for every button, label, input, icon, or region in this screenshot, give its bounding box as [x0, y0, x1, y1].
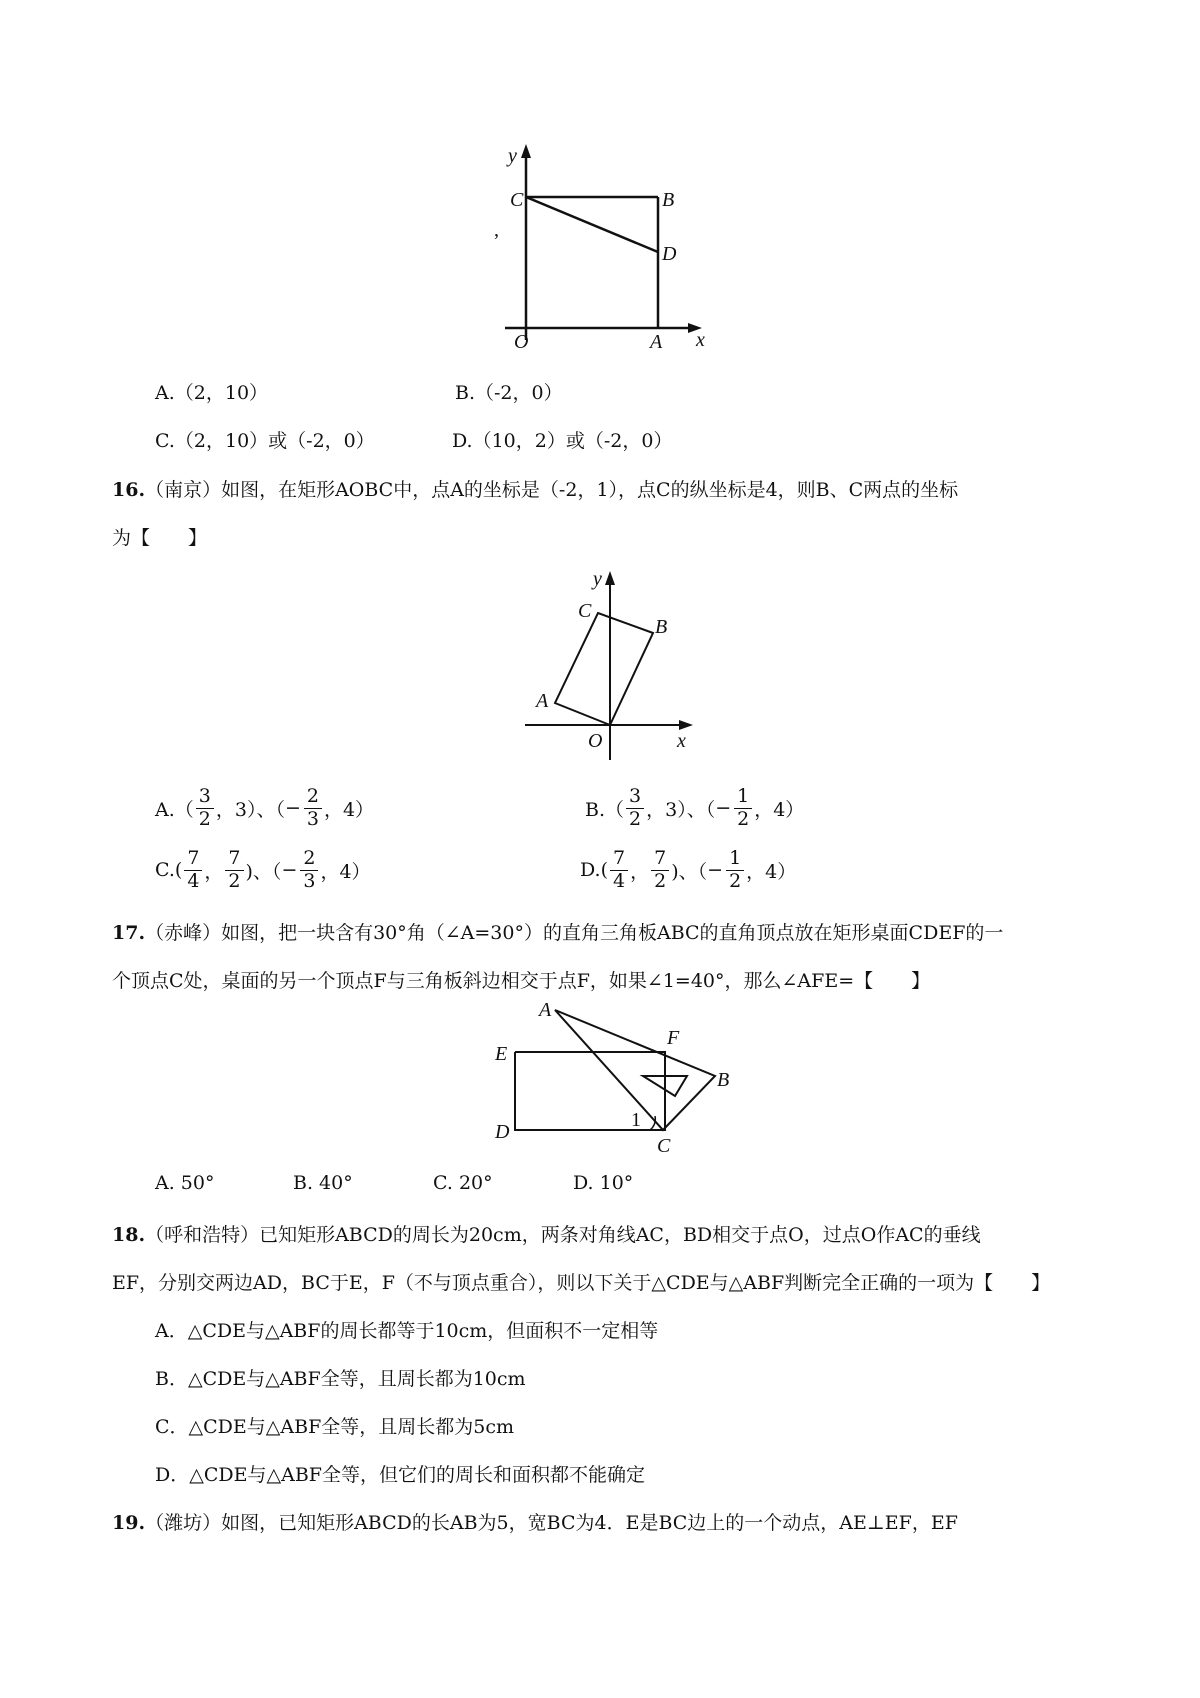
q15-option-a: A.（2，10）: [155, 382, 269, 404]
q16-c-sep: ，: [204, 860, 224, 883]
q17-label-E: E: [495, 1043, 508, 1065]
q18-option-d: D．△CDE与△ABF全等，但它们的周长和面积都不能确定: [155, 1464, 645, 1486]
q16-a-f2n: 2: [304, 786, 322, 809]
q15-option-d: D.（10，2）或（-2，0）: [452, 430, 673, 452]
q16-label-A: A: [536, 690, 549, 712]
q17-figure: [485, 1000, 735, 1155]
q16-a-f2d: 3: [306, 807, 319, 830]
q17-stem-1: （赤峰）如图，把一块含有30°角（∠A=30°）的直角三角板ABC的直角顶点放在矩形桌面CDEF的一: [145, 922, 1004, 944]
q16-d-f3n: 1: [726, 848, 744, 871]
q16-b-f2d: 2: [737, 807, 750, 830]
q16-b-f2n: 1: [734, 786, 752, 809]
q16-d-neg: −: [707, 859, 724, 881]
q18-option-c: C．△CDE与△ABF全等，且周长都为5cm: [155, 1416, 515, 1438]
q16-a-mid: ，3）、（: [215, 798, 285, 821]
q16-b-f1n: 3: [626, 786, 644, 809]
q18-text-line1: [112, 1220, 981, 1247]
q17-option-c: C. 20°: [433, 1172, 493, 1194]
q16-b-prefix: B.（: [585, 798, 625, 821]
q17-option-d: D. 10°: [573, 1172, 634, 1194]
q16-figure: [515, 565, 715, 770]
q15-label-A: A: [650, 331, 663, 353]
q16-b-mid: ，3）、（: [646, 798, 716, 821]
q16-c-frac2: [225, 848, 243, 893]
q15-option-c: C.（2，10）或（-2，0）: [155, 430, 375, 452]
q16-number: 16.: [112, 479, 146, 501]
q16-c-f3d: 3: [303, 869, 316, 892]
q16-a-neg: −: [284, 797, 301, 819]
q16-a-f1n: 3: [196, 786, 214, 809]
q18-option-b: B．△CDE与△ABF全等，且周长都为10cm: [155, 1368, 526, 1390]
q16-d-prefix: D.(: [580, 859, 609, 881]
q16-b-suffix: ，4）: [754, 798, 805, 821]
q16-d-f2n: 7: [651, 848, 669, 871]
q15-label-mark: ,: [494, 219, 499, 241]
q16-label-C: C: [578, 600, 592, 622]
q16-a-frac1: [196, 786, 214, 831]
q16-text-line1: [112, 475, 958, 502]
q16-option-a: [155, 780, 374, 836]
q15-label-C: C: [510, 189, 524, 211]
q16-option-d: [580, 842, 796, 898]
q16-c-suffix: ，4）: [320, 860, 371, 883]
q16-stem-1: （南京）如图，在矩形AOBC中，点A的坐标是（-2，1），点C的纵坐标是4，则B、C两点的坐标: [145, 479, 959, 501]
q17-text-line2: 个顶点C处，桌面的另一个顶点F与三角板斜边相交于点F，如果∠1=40°，那么∠AFE=【 】: [112, 970, 931, 992]
q16-label-y: y: [593, 568, 602, 590]
q16-d-frac3: [726, 848, 744, 893]
q17-text-line1: [112, 918, 1003, 945]
q19-text-line1: [112, 1508, 958, 1535]
q17-option-b: B. 40°: [293, 1172, 353, 1194]
q16-d-frac1: [610, 848, 628, 893]
q16-text-line2: 为【 】: [112, 527, 208, 549]
q16-c-f2d: 2: [228, 869, 241, 892]
q16-c-f1n: 7: [184, 848, 202, 871]
q16-a-suffix: ，4）: [323, 798, 375, 821]
q16-b-f1d: 2: [629, 807, 642, 830]
q18-text-line2: EF，分别交两边AD，BC于E，F（不与顶点重合），则以下关于△CDE与△ABF判断完全正确的一项为【 】: [112, 1272, 1051, 1294]
q15-label-y: y: [508, 145, 517, 167]
q17-number: 17.: [112, 922, 146, 944]
q16-d-suffix: ，4）: [746, 860, 797, 883]
q16-c-f3n: 2: [300, 848, 318, 871]
q16-d-sep: ，: [630, 860, 650, 883]
q16-label-x: x: [677, 730, 686, 752]
q16-b-frac2: [734, 786, 752, 831]
q15-option-b: B.（-2，0）: [455, 382, 563, 404]
q16-d-f1n: 7: [610, 848, 628, 871]
q17-label-C: C: [657, 1135, 671, 1155]
q15-label-B: B: [662, 189, 675, 211]
q16-d-f1d: 4: [613, 869, 626, 892]
q16-c-frac1: [184, 848, 202, 893]
q16-d-mid: )、（: [671, 860, 708, 883]
q16-c-mid: )、（: [245, 860, 282, 883]
q15-label-x: x: [696, 329, 705, 351]
q19-number: 19.: [112, 1512, 146, 1534]
q17-label-B: B: [717, 1069, 730, 1091]
q16-c-neg: −: [281, 859, 298, 881]
q17-label-F: F: [667, 1027, 680, 1049]
q18-stem-1: （呼和浩特）已知矩形ABCD的周长为20cm，两条对角线AC，BD相交于点O，过点O作AC的垂线: [145, 1224, 981, 1246]
q17-label-1: 1: [631, 1109, 641, 1131]
q16-c-f1d: 4: [187, 869, 200, 892]
q16-option-c: [155, 842, 371, 898]
q16-d-f3d: 2: [729, 869, 742, 892]
q15-label-O: O: [514, 331, 529, 353]
q16-c-f2n: 7: [225, 848, 243, 871]
q16-c-prefix: C.(: [155, 859, 183, 881]
q17-option-a: A. 50°: [155, 1172, 215, 1194]
q16-d-frac2: [651, 848, 669, 893]
q16-label-O: O: [588, 730, 603, 752]
q18-option-a: A．△CDE与△ABF的周长都等于10cm，但面积不一定相等: [155, 1320, 659, 1342]
q16-d-f2d: 2: [654, 869, 667, 892]
q15-figure: [470, 140, 720, 360]
q19-stem-1: （潍坊）如图，已知矩形ABCD的长AB为5，宽BC为4．E是BC边上的一个动点，AE⊥EF，EF: [145, 1512, 958, 1534]
q17-label-D: D: [495, 1121, 510, 1143]
q16-a-prefix: A.（: [155, 798, 194, 821]
q16-a-f1d: 2: [198, 807, 211, 830]
q16-option-b: [585, 780, 804, 836]
q17-label-A: A: [539, 1000, 552, 1021]
q15-label-D: D: [662, 243, 677, 265]
q16-b-frac1: [626, 786, 644, 831]
q18-number: 18.: [112, 1224, 146, 1246]
q16-a-frac2: [304, 786, 322, 831]
q16-b-neg: −: [715, 797, 732, 819]
q16-c-frac3: [300, 848, 318, 893]
q16-label-B: B: [655, 616, 668, 638]
